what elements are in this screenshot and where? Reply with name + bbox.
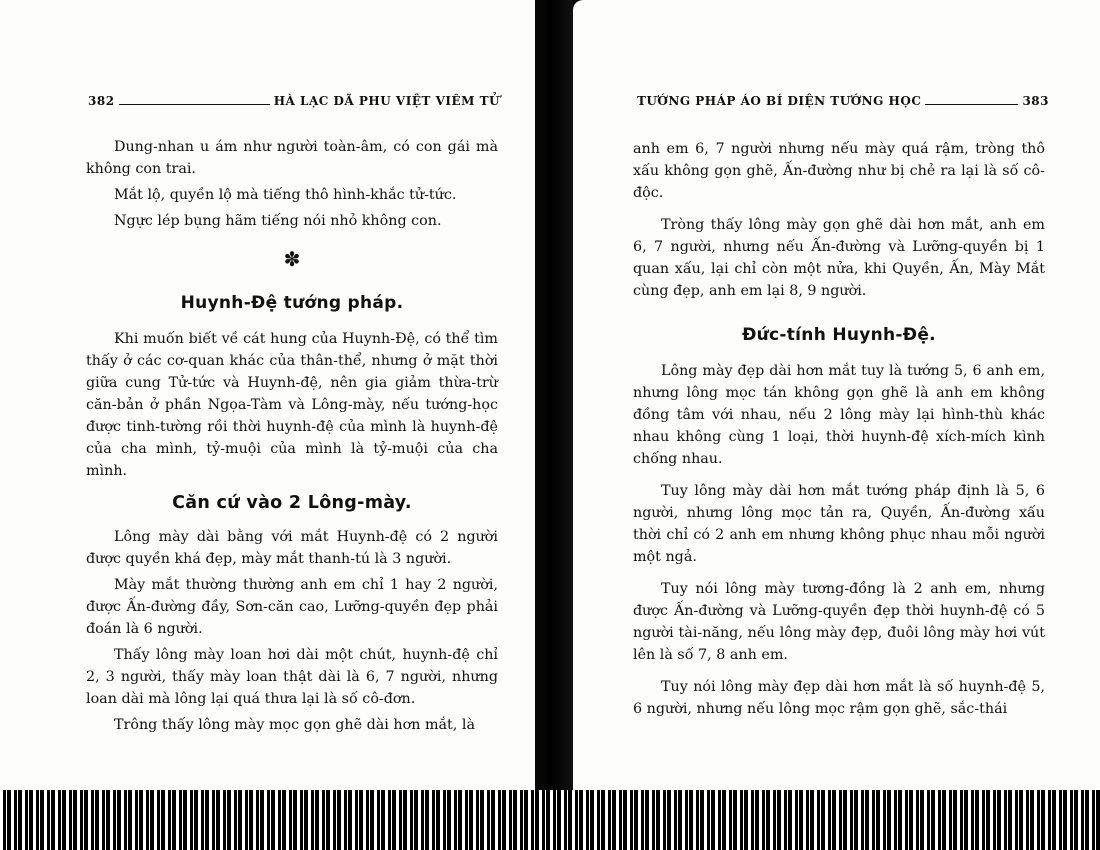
paragraph: Khi muốn biết về cát hung của Huynh-Đệ, có thể tìm thấy ở các cơ-quan khác của thân-thể, nhưng ở mặt thời giữa cung Tử-tức và Huynh-đệ, nên gia giảm thừa-trừ căn-bản ở phần Ngọa-Tàm và Lông-mày, nếu tướng-học được tinh-tường rồi thời huynh-đệ của mình là huynh-đệ của cha mình, tỷ-muội của mình là tỷ-muội của cha mình. [86, 331, 498, 479]
paragraph: Lông mày đẹp dài hơn mắt tuy là tướng 5, 6 anh em, nhưng lông mọc tán không gọn ghẽ là anh em không đồng tâm với nhau, nếu 2 lông mày lại hình-thù khác nhau không cùng 1 loại, thời huynh-đệ xích-mích kình chống nhau. [633, 363, 1045, 467]
paragraph: Ngực lép bụng hãm tiếng nói nhỏ không con. [114, 213, 442, 229]
paragraph: Tròng thấy lông mày gọn ghẽ dài hơn mắt, anh em 6, 7 người, nhưng nếu Ấn-đường và Lưỡng-quyền bị 1 quan xấu, lại chỉ còn một nửa, khi Quyền, Ấn, Mày Mắt cùng đẹp, anh em lại 8, 9 người. [633, 217, 1045, 299]
paragraph: Mày mắt thường thường anh em chỉ 1 hay 2 người, được Ấn-đường đầy, Sơn-căn cao, Lưỡng-quyền đẹp phải đoán là 6 người. [86, 577, 498, 637]
right-page [573, 0, 1100, 790]
paragraph: Dung-nhan u ám như người toàn-âm, có con gái mà không con trai. [86, 139, 498, 177]
paragraph: anh em 6, 7 người nhưng nếu mày quá rậm, tròng thô xấu không gọn ghẽ, Ấn-đường như bị chẻ ra lại là số cô-độc. [633, 141, 1045, 201]
ornament-icon: ✽ [283, 247, 301, 271]
paragraph: Tuy nói lông mày đẹp dài hơn mắt là số huynh-đệ 5, 6 người, nhưng nếu lông mọc rậm gọn ghẽ, sắc-thái [633, 679, 1045, 717]
scan-edge-stripes [0, 790, 1100, 850]
section-heading-long-may: Căn cứ vào 2 Lông-mày. [172, 493, 412, 513]
paragraph: Lông mày dài bằng với mắt Huynh-đệ có 2 người được quyền khá đẹp, mày mắt thanh-tú là 3 người. [86, 529, 498, 567]
left-body-text [86, 136, 498, 740]
running-title-right: TƯỚNG PHÁP ÁO BÍ DIỆN TƯỚNG HỌC [637, 94, 922, 108]
paragraph: Tuy nói lông mày tương-đồng là 2 anh em, nhưng được Ấn-đường và Lưỡng-quyền đẹp thời huynh-đệ có 5 người tài-năng, nếu lông mày đẹp, đuôi lông mày hơi vút lên là số 7, 8 anh em. [633, 581, 1045, 663]
header-rule-left [119, 104, 270, 105]
page-number-left: 382 [88, 94, 115, 108]
page-number-right: 383 [1022, 94, 1049, 108]
running-title-left: HÀ LẠC DÃ PHU VIỆT VIÊM TỬ [273, 94, 500, 108]
running-head-right [637, 94, 1049, 108]
section-heading-huynh-de: Huynh-Đệ tướng pháp. [180, 293, 404, 313]
paragraph: Tuy lông mày dài hơn mắt tướng pháp định là 5, 6 người, nhưng lông mọc tản ra, Quyền, Ấn-đường xấu thời chỉ có 2 anh em nhưng không phục nhau mỗi người một ngả. [633, 483, 1045, 565]
paragraph: Trông thấy lông mày mọc gọn ghẽ dài hơn mắt, là [114, 717, 475, 733]
running-head-left [88, 94, 500, 108]
left-page [0, 0, 535, 790]
book-gutter [535, 0, 573, 790]
right-body-text [633, 138, 1045, 730]
section-heading-duc-tinh: Đức-tính Huynh-Đệ. [742, 325, 936, 345]
paragraph: Thấy lông mày loan hơi dài một chút, huynh-đệ chỉ 2, 3 người, thấy mày loan thật dài là 6, 7 người, nhưng loan dài mà lông lại quá thưa lại là số cô-đơn. [86, 647, 498, 707]
header-rule-right [925, 104, 1018, 105]
paragraph: Mắt lộ, quyền lộ mà tiếng thô hình-khắc tử-tức. [114, 187, 457, 203]
